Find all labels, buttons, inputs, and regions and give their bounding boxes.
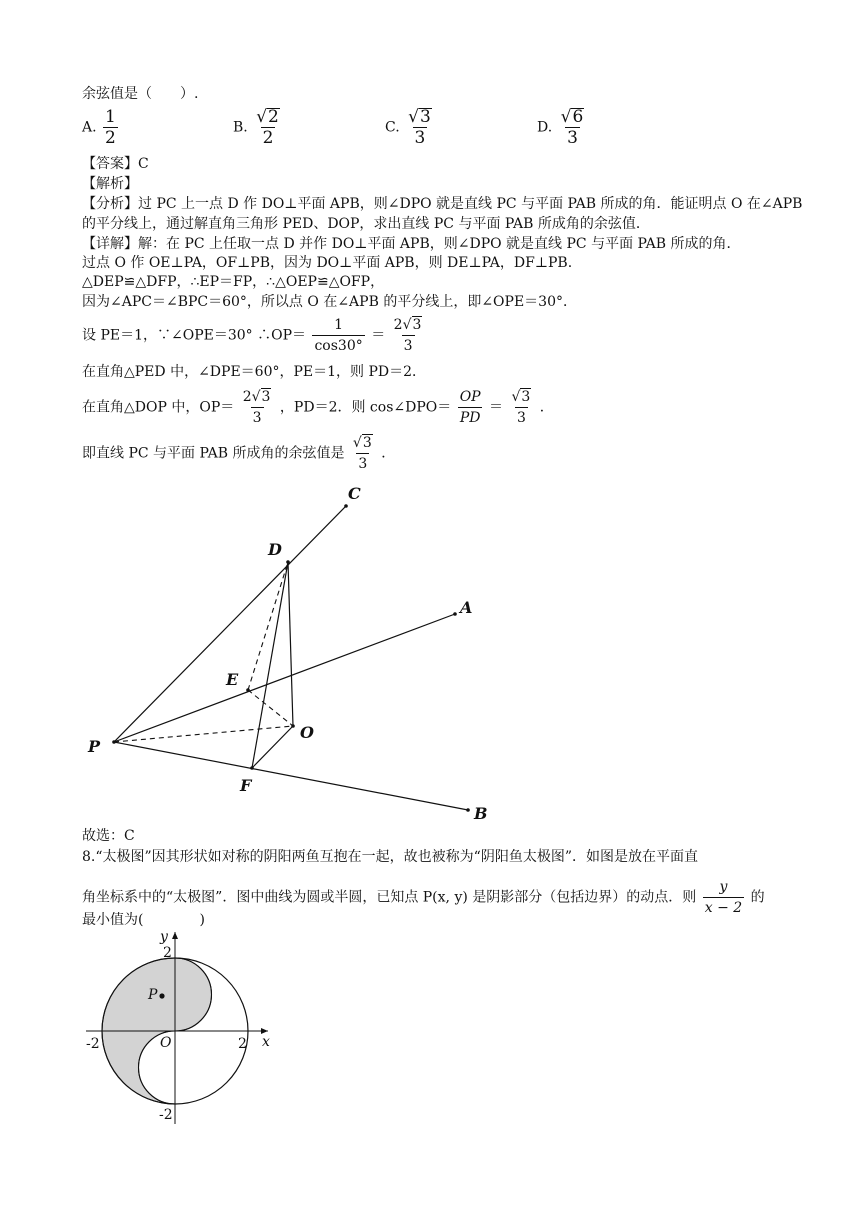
origin-label: O [160, 1035, 172, 1051]
xiangjie-line-2: 过点 O 作 OE⊥PA，OF⊥PB，因为 DO⊥平面 APB，则 DE⊥PA，DF⊥PB. [82, 255, 573, 271]
point-p-label: P [148, 987, 158, 1003]
x-axis-label: x [262, 1034, 270, 1050]
guxuan-line: 故选：C [82, 828, 135, 844]
y-axis-arrow-icon [172, 932, 178, 939]
option-c: C. $\frac{√3}{3}$ [385, 107, 431, 148]
option-d: D. $\frac{√6}{3}$ [537, 107, 584, 148]
tick-label-right: 2 [238, 1036, 247, 1052]
tick-label-top: 2 [163, 945, 172, 961]
tick-label-left: -2 [86, 1036, 100, 1052]
fenxi-line-2: 的平分线上，通过解直角三角形 PED、DOP，求出直线 PC 与平面 PAB 所成角的余弦值． [82, 216, 650, 232]
answer-line: 【答案】C [82, 156, 149, 172]
label-f: F [240, 776, 252, 795]
analysis-tag: 【解析】 [82, 176, 138, 192]
point-p-dot [159, 993, 164, 998]
question8-line-2: 角坐标系中的“太极图”．图中曲线为圆或半圆，已知点 P(x, y) 是阴影部分（包括边界）的动点．则 $\frac{y}{x - 2}$ 的 [82, 879, 765, 916]
label-e: E [226, 670, 239, 689]
question-stem-tail: 余弦值是（ ）. [82, 86, 199, 102]
label-d: D [268, 540, 282, 559]
fenxi-line-1: 【分析】过 PC 上一点 D 作 DO⊥平面 APB，则∠DPO 就是直线 PC 与平面 PAB 所成的角．能证明点 O 在∠APB [82, 196, 803, 212]
question8-line-1: 8.“太极图”因其形状如对称的阴阳两鱼互抱在一起，故也被称为“阴阳鱼太极图”．如图是放在平面直 [82, 849, 698, 865]
xiangjie-line-6: 在直角△PED 中，∠DPE＝60°，PE＝1，则 PD＝2． [82, 364, 427, 380]
y-axis-label: y [160, 929, 168, 945]
xiangjie-line-3: △DEP≌△DFP，∴EP＝FP，∴△OEP≌△OFP， [82, 274, 385, 290]
label-b: B [474, 804, 488, 823]
label-o: O [300, 723, 314, 742]
xiangjie-line-1: 【详解】解：在 PC 上任取一点 D 并作 DO⊥平面 APB，则∠DPO 就是直线 PC 与平面 PAB 所成的角． [82, 236, 741, 252]
xiangjie-line-4: 因为∠APC＝∠BPC＝60°，所以点 O 在∠APB 的平分线上，即∠OPE＝30°． [82, 294, 577, 310]
xiangjie-line-7: 在直角△DOP 中，OP＝ $\frac{2√3}{3}$ ，PD＝2．则 cos∠DPO＝ $\frac{OP}{PD}$ ＝ $\frac{√3}{3}$ ． [82, 389, 554, 426]
tick-label-bottom: -2 [159, 1107, 173, 1123]
option-a: A. $\frac{1}{2}$ [82, 107, 116, 148]
xiangjie-line-8: 即直线 PC 与平面 PAB 所成角的余弦值是 $\frac{√3}{3}$ ． [82, 435, 396, 472]
label-c: C [348, 484, 361, 503]
label-a: A [460, 598, 473, 617]
label-p: P [88, 737, 101, 756]
xiangjie-line-5: 设 PE＝1，∵∠OPE＝30° ∴OP＝ $\frac{1}{\cos 30^\circ}$ ＝ $\frac{2√3}{3}$ [82, 317, 422, 354]
question8-line-3: 最小值为( ) [82, 912, 205, 928]
option-b: B. $\frac{√2}{2}$ [233, 107, 279, 148]
